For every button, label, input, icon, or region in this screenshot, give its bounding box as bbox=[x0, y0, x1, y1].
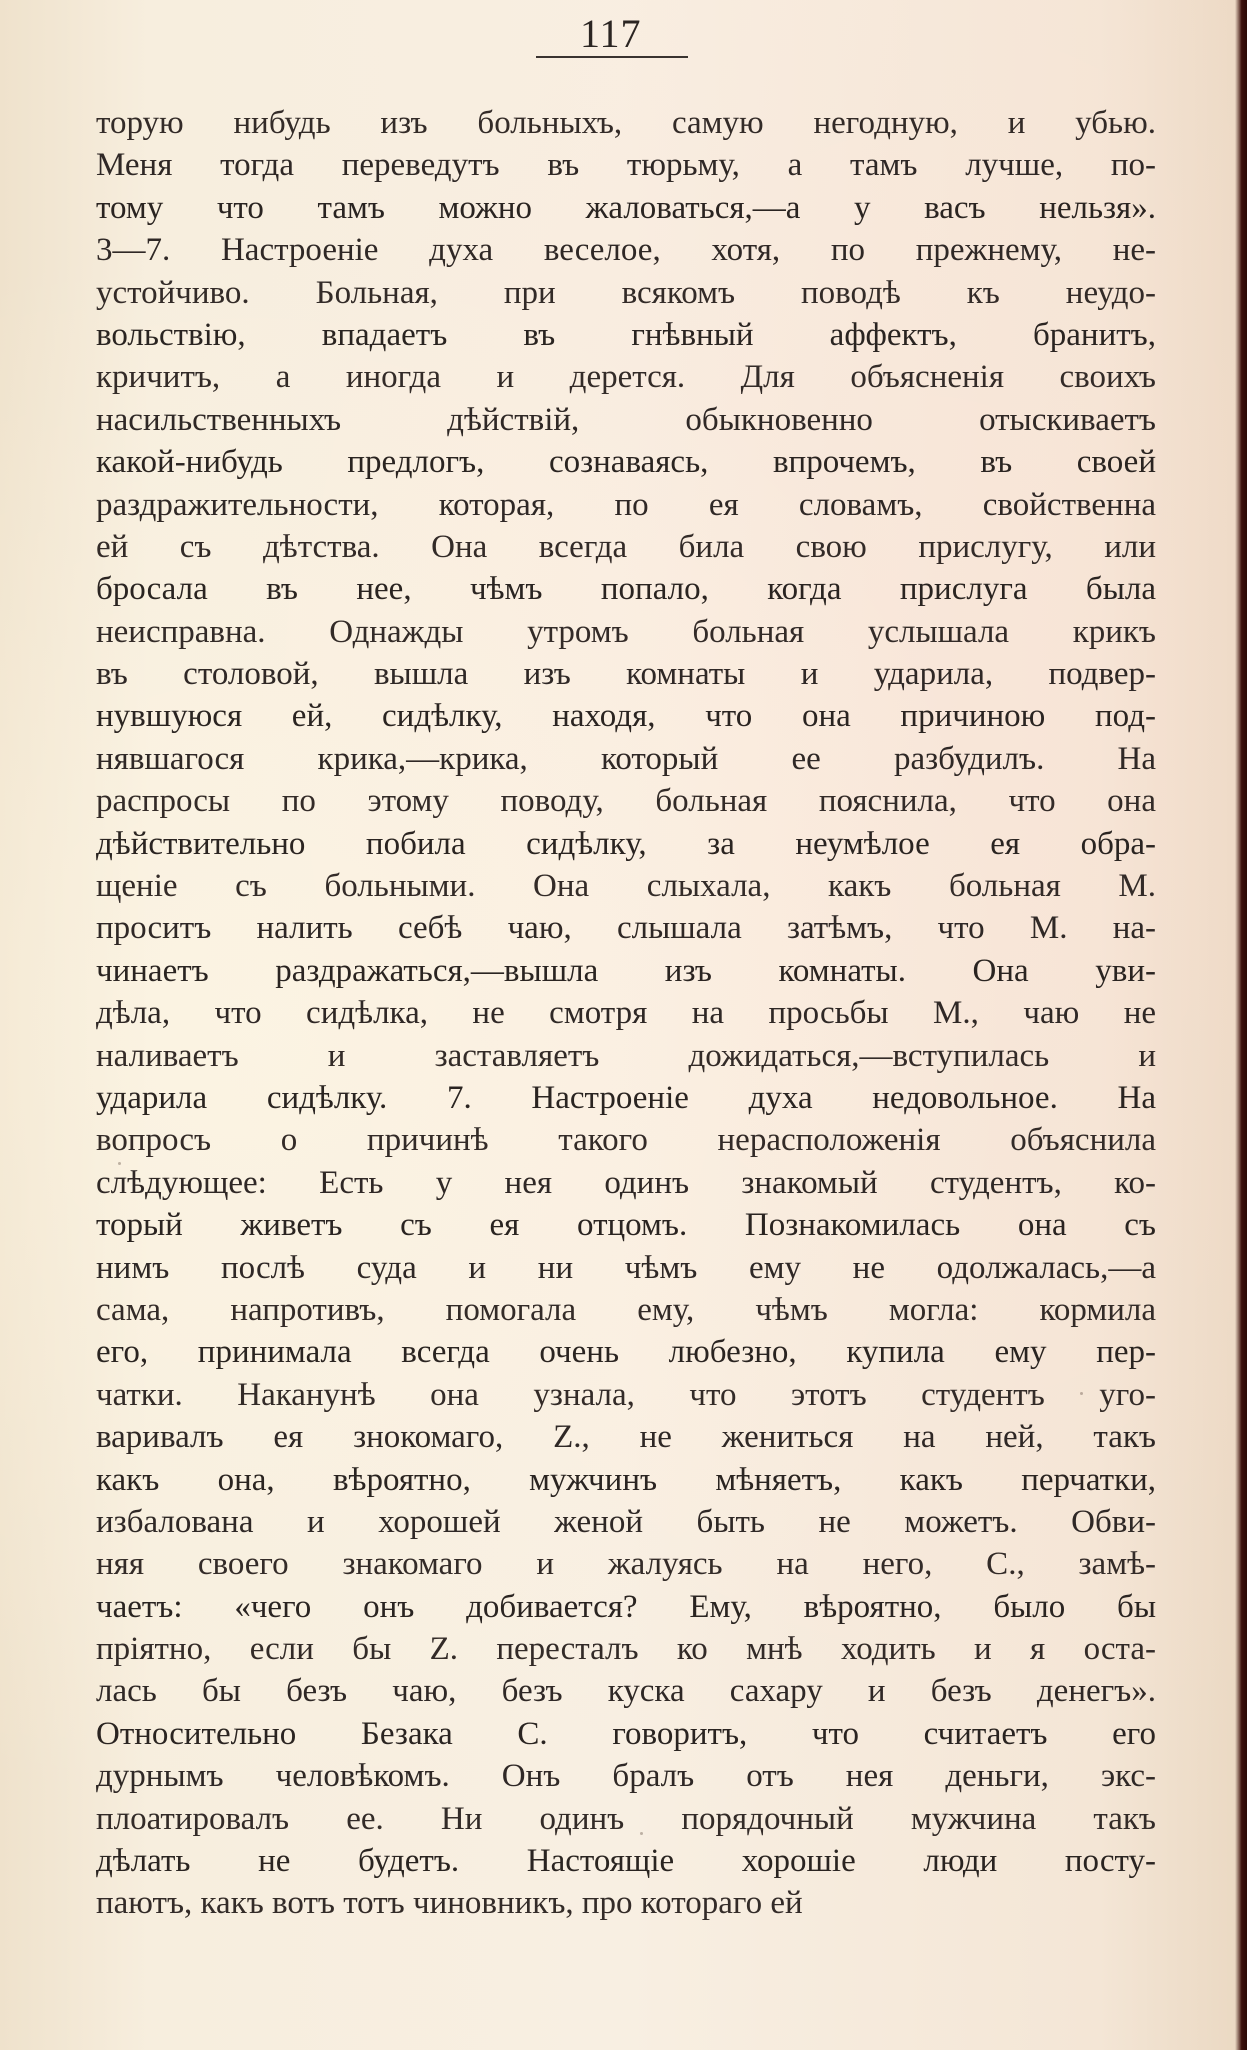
text-line: проситъ налить себѣ чаю, слышала затѣмъ, что М. на- bbox=[96, 910, 1156, 947]
text-line: кричитъ, а иногда и дерется. Для объясненія своихъ bbox=[96, 359, 1156, 396]
page-number: 117 bbox=[580, 11, 642, 56]
text-line: лась бы безъ чаю, безъ куска сахару и безъ денегъ». bbox=[96, 1673, 1156, 1710]
text-line: дѣлать не будетъ. Настоящіе хорошіе люди посту- bbox=[96, 1843, 1156, 1880]
text-line: избалована и хорошей женой быть не можетъ. Обви- bbox=[96, 1503, 1156, 1540]
text-line: дѣйствительно побила сидѣлку, за неумѣлое ея обра- bbox=[96, 825, 1156, 862]
text-line: ей съ дѣтства. Она всегда била свою прислугу, или bbox=[96, 528, 1156, 565]
text-line: раздражительности, которая, по ея словамъ, свойственна bbox=[96, 486, 1156, 523]
text-line: дурнымъ человѣкомъ. Онъ бралъ отъ нея деньги, экс- bbox=[96, 1758, 1156, 1795]
text-line: насильственныхъ дѣйствій, обыкновенно отыскиваетъ bbox=[96, 401, 1156, 438]
text-line: въ столовой, вышла изъ комнаты и ударила, подвер- bbox=[96, 656, 1156, 693]
text-line: торый живетъ съ ея отцомъ. Познакомилась она съ bbox=[96, 1207, 1156, 1244]
page-edge-shadow bbox=[1235, 0, 1247, 2050]
text-line: чатки. Наканунѣ она узнала, что этотъ студентъ уго- bbox=[96, 1376, 1156, 1413]
body-text bbox=[96, 102, 1156, 1925]
text-line: наливаетъ и заставляетъ дожидаться,—вступилась и bbox=[96, 1037, 1156, 1074]
page-number-underline bbox=[536, 56, 688, 58]
text-line: няя своего знакомаго и жалуясь на него, С., замѣ- bbox=[96, 1546, 1156, 1583]
text-line: его, принимала всегда очень любезно, купила ему пер- bbox=[96, 1334, 1156, 1371]
text-line: дѣла, что сидѣлка, не смотря на просьбы М., чаю не bbox=[96, 995, 1156, 1032]
text-line: торую нибудь изъ больныхъ, самую негодную, и убью. bbox=[96, 105, 1156, 141]
text-line: нявшагося крика,—крика, который ее разбудилъ. На bbox=[96, 740, 1156, 777]
text-line: 3—7. Настроеніе духа веселое, хотя, по прежнему, не- bbox=[96, 232, 1156, 269]
text-line: тому что тамъ можно жаловаться,—а у васъ нельзя». bbox=[96, 189, 1156, 226]
text-line: плоатировалъ ее. Ни одинъ порядочный мужчина такъ bbox=[96, 1800, 1156, 1837]
text-line: устойчиво. Больная, при всякомъ поводѣ къ неудо- bbox=[96, 274, 1156, 311]
text-line: бросала въ нее, чѣмъ попало, когда прислуга была bbox=[96, 571, 1156, 608]
paper-speck bbox=[640, 1832, 643, 1835]
text-line: слѣдующее: Есть у нея одинъ знакомый студентъ, ко- bbox=[96, 1164, 1156, 1201]
text-line: нимъ послѣ суда и ни чѣмъ ему не одолжалась,—а bbox=[96, 1249, 1156, 1286]
text-line: нувшуюся ей, сидѣлку, находя, что она причиною под- bbox=[96, 698, 1156, 735]
text-line: вопросъ о причинѣ такого нерасположенія объяснила bbox=[96, 1122, 1156, 1159]
text-line: паютъ, какъ вотъ тотъ чиновникъ, про котораго ей bbox=[96, 1885, 803, 1922]
text-line: вольствію, впадаетъ въ гнѣвный аффектъ, бранитъ, bbox=[96, 316, 1156, 353]
text-line: щеніе съ больными. Она слыхала, какъ больная М. bbox=[96, 868, 1156, 905]
text-line: чинаетъ раздражаться,—вышла изъ комнаты. Она уви- bbox=[96, 952, 1156, 989]
text-line: пріятно, если бы Z. пересталъ ко мнѣ ходить и я оста- bbox=[96, 1631, 1156, 1668]
text-line: неисправна. Однажды утромъ больная услышала крикъ bbox=[96, 613, 1156, 650]
text-line: сама, напротивъ, помогала ему, чѣмъ могла: кормила bbox=[96, 1291, 1156, 1328]
text-line: ударила сидѣлку. 7. Настроеніе духа недовольное. На bbox=[96, 1079, 1156, 1116]
text-line: варивалъ ея знокомаго, Z., не жениться на ней, такъ bbox=[96, 1419, 1156, 1456]
text-line: распросы по этому поводу, больная пояснила, что она bbox=[96, 783, 1156, 820]
text-line: Меня тогда переведутъ въ тюрьму, а тамъ лучше, по- bbox=[96, 147, 1156, 184]
paper-speck bbox=[118, 1162, 121, 1165]
text-line: Относительно Безака С. говоритъ, что считаетъ его bbox=[96, 1715, 1156, 1752]
text-line: какой-нибудь предлогъ, сознаваясь, впрочемъ, въ своей bbox=[96, 444, 1156, 481]
text-line: какъ она, вѣроятно, мужчинъ мѣняетъ, какъ перчатки, bbox=[96, 1461, 1156, 1498]
paper-speck bbox=[1080, 1392, 1083, 1395]
text-line: чаетъ: «чего онъ добивается? Ему, вѣроятно, было бы bbox=[96, 1588, 1156, 1625]
